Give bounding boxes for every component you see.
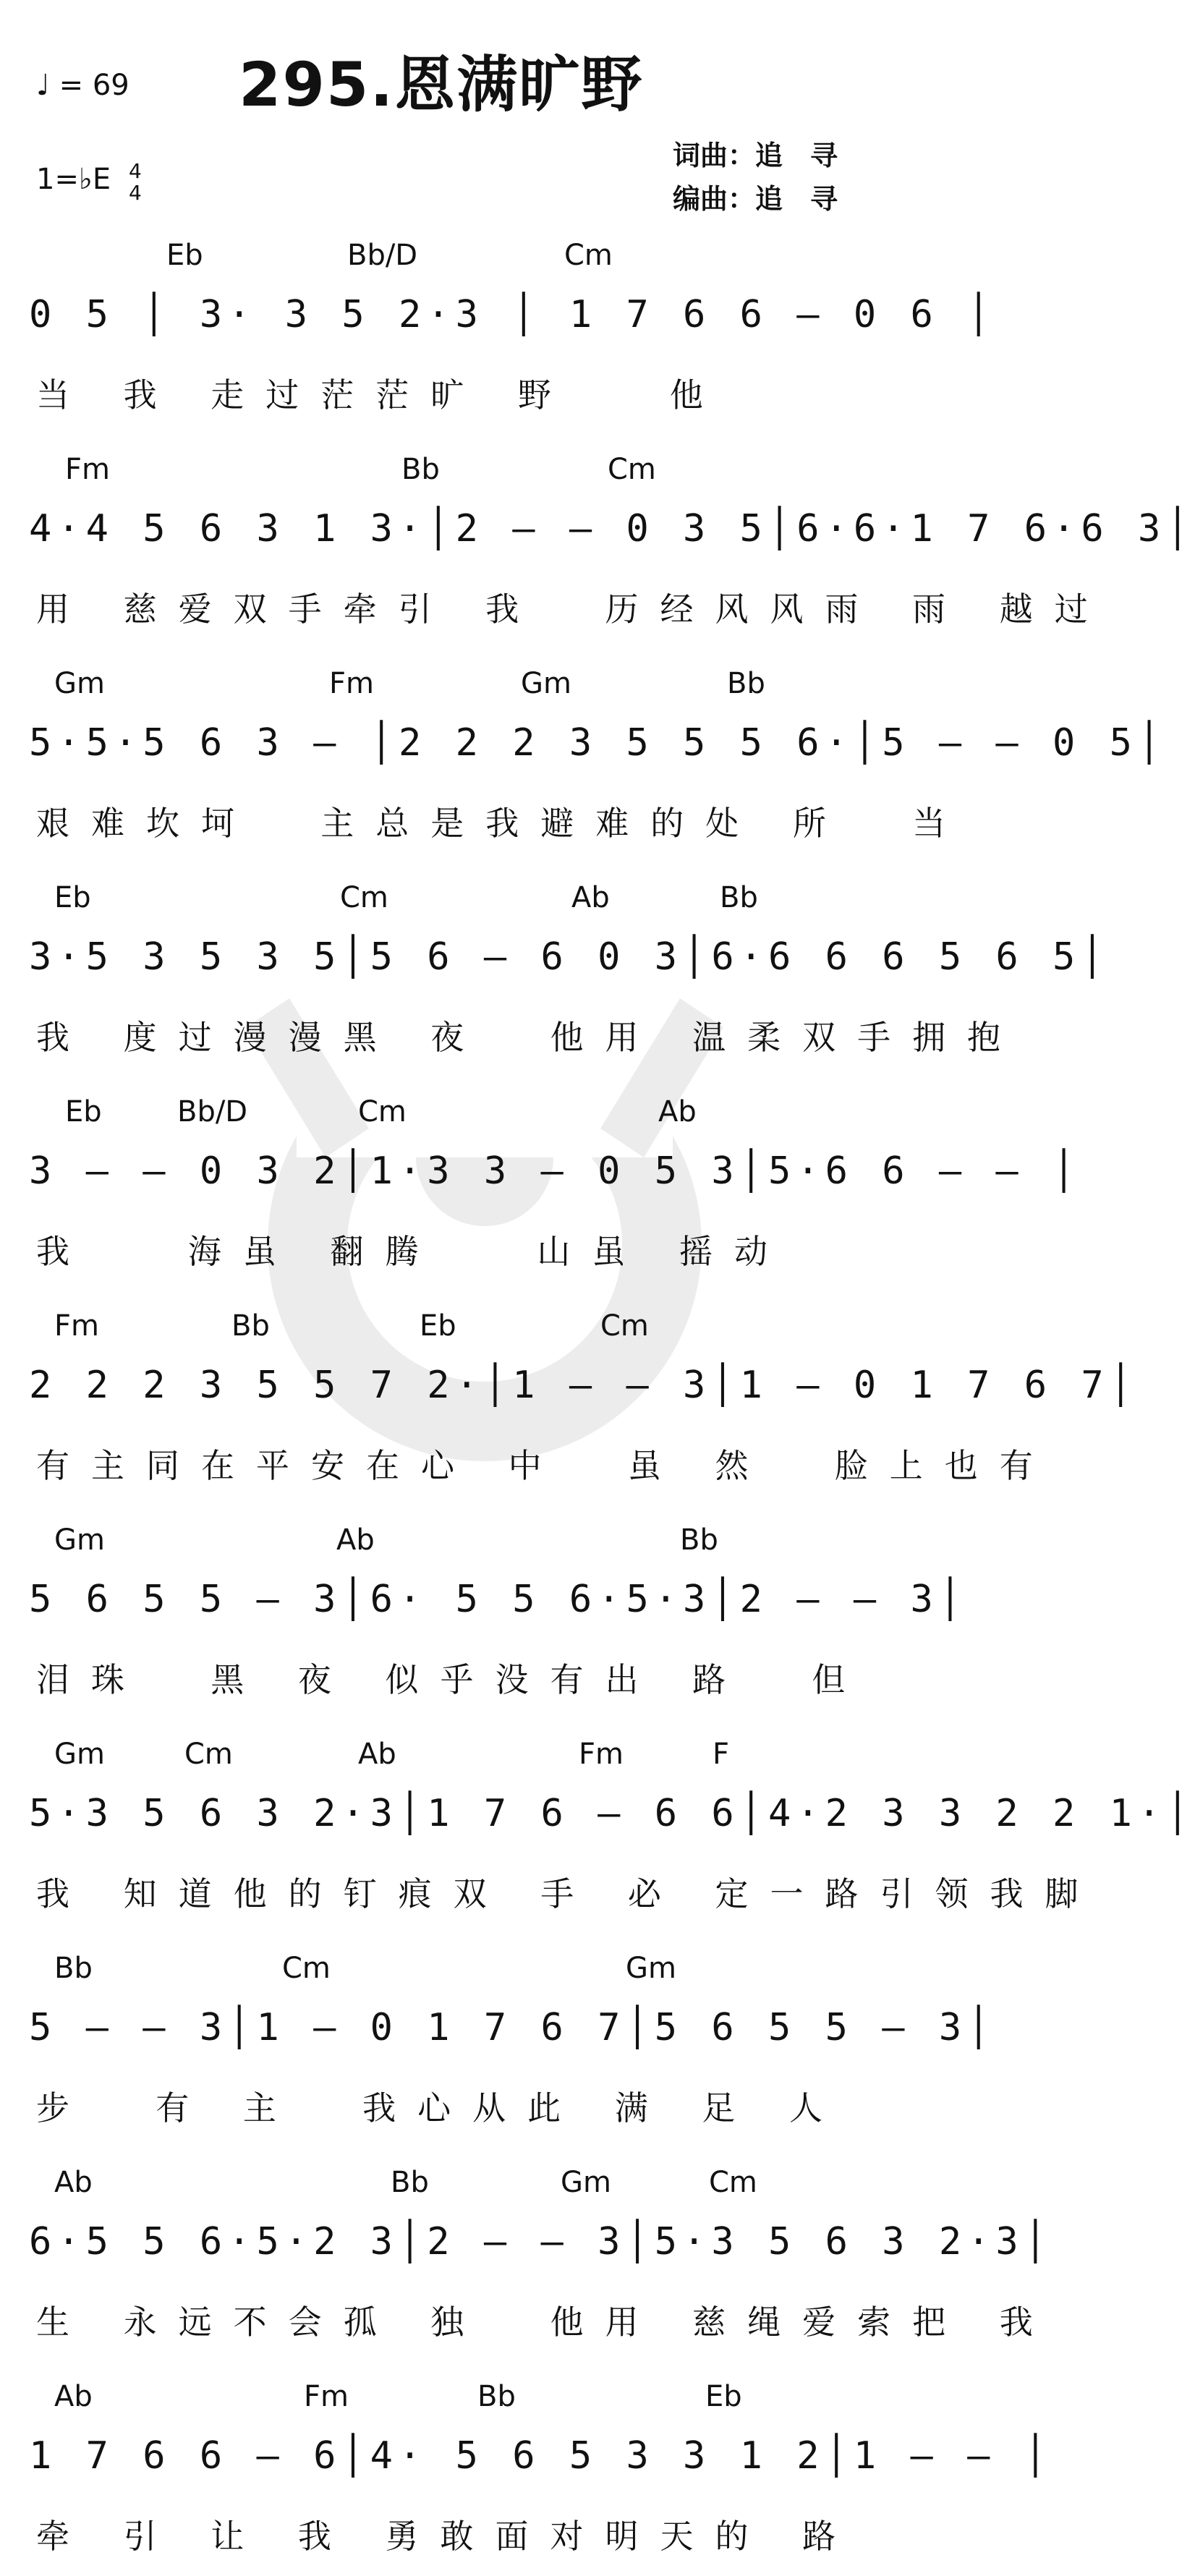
chord-symbol: Eb xyxy=(54,881,91,914)
chord-line xyxy=(40,1952,908,1988)
notation-line: 0 5 │ 3· 3 5 2·3 │ 1 7 6 6 ― 0 6 │ xyxy=(29,293,996,336)
score-body xyxy=(0,217,1195,2572)
chord-line xyxy=(40,2380,908,2416)
chord-symbol: Cm xyxy=(358,1095,407,1128)
chord-symbol: Cm xyxy=(340,881,388,914)
chord-symbol: Ab xyxy=(658,1095,697,1128)
notation-line: 2 2 2 3 5 5 7 2·│1 ― ― 3│1 ― 0 1 7 6 7│ xyxy=(29,1364,1138,1407)
chord-symbol: Bb xyxy=(727,667,765,700)
chord-line xyxy=(40,667,908,703)
score-line xyxy=(0,1502,968,1716)
notation-line: 5·3 5 6 3 2·3│1 7 6 ― 6 6│4·2 3 3 2 2 1·│ xyxy=(29,1792,1195,1835)
lyric-line: 我 知道他的钉痕双 手 必 定一路引领我脚 xyxy=(36,1874,1100,1913)
chord-line xyxy=(40,2166,908,2202)
song-title: 295.恩满旷野 xyxy=(239,49,644,120)
score-line xyxy=(0,431,1195,645)
chord-symbol: Ab xyxy=(358,1738,396,1771)
arranger-credit: 编曲：追 寻 xyxy=(673,183,838,215)
score-line xyxy=(0,859,1110,1074)
lyric-line: 牵 引 让 我 勇敢面对明天的 路 xyxy=(36,2517,858,2556)
chord-symbol: Eb xyxy=(705,2380,742,2413)
chord-symbol: Bb xyxy=(477,2380,516,2413)
chord-symbol: Bb xyxy=(720,881,758,914)
chord-symbol: Cm xyxy=(608,453,656,486)
notation-line: 3 ― ― 0 3 2│1·3 3 ― 0 5 3│5·6 6 ― ― │ xyxy=(29,1149,1081,1193)
chord-symbol: Ab xyxy=(571,881,610,914)
chord-symbol: Gm xyxy=(54,1523,105,1557)
chord-line xyxy=(40,239,908,275)
chord-symbol: Cm xyxy=(600,1309,649,1343)
notation-line: 6·5 5 6·5·2 3│2 ― ― 3│5·3 5 6 3 2·3│ xyxy=(29,2220,1053,2263)
score-line xyxy=(0,1930,996,2144)
notation-line: 5 6 5 5 ― 3│6· 5 5 6·5·3│2 ― ― 3│ xyxy=(29,1578,968,1621)
chord-symbol: F xyxy=(713,1738,730,1771)
key-signature: 1=♭E xyxy=(36,163,111,196)
lyric-line: 艰难坎坷 主总是我避难的处 所 当 xyxy=(36,804,968,843)
chord-line xyxy=(40,1523,908,1560)
chord-line xyxy=(40,1095,908,1131)
credits xyxy=(673,134,838,221)
lyric-line: 我 度过漫漫黑 夜 他用 温柔双手拥抱 xyxy=(36,1018,1023,1057)
chord-symbol: Ab xyxy=(54,2380,93,2413)
lyric-line: 用 慈爱双手牵引 我 历经风风雨 雨 越过 xyxy=(36,590,1110,629)
notation-line: 3·5 3 5 3 5│5 6 ― 6 0 3│6·6 6 6 5 6 5│ xyxy=(29,935,1110,979)
chord-symbol: Gm xyxy=(561,2166,611,2199)
chord-symbol: Gm xyxy=(626,1952,676,1985)
chord-symbol: Bb xyxy=(54,1952,93,1985)
time-signature-top: 4 xyxy=(129,159,142,183)
tempo-marking: ♩ = 69 xyxy=(36,69,129,102)
chord-symbol: Eb xyxy=(65,1095,102,1128)
notation-line: 5 ― ― 3│1 ― 0 1 7 6 7│5 6 5 5 ― 3│ xyxy=(29,2006,996,2049)
lyric-line: 生 永远不会孤 独 他用 慈绳爱索把 我 xyxy=(36,2303,1055,2342)
chord-symbol: Bb/D xyxy=(177,1095,248,1128)
lyricist-credit: 词曲：追 寻 xyxy=(673,140,838,171)
chord-symbol: Eb xyxy=(420,1309,456,1343)
lyric-line: 泪珠 黑 夜 似乎没有出 路 但 xyxy=(36,1660,867,1699)
score-line xyxy=(0,1074,1081,1288)
chord-line xyxy=(40,881,908,917)
chord-symbol: Cm xyxy=(184,1738,233,1771)
time-signature-bottom: 4 xyxy=(129,181,142,205)
chord-symbol: Fm xyxy=(579,1738,624,1771)
notation-line: 5·5·5 6 3 ― │2 2 2 3 5 5 5 6·│5 ― ― 0 5│ xyxy=(29,721,1167,765)
score-line xyxy=(0,2358,1053,2572)
chord-symbol: Bb/D xyxy=(347,239,418,272)
chord-symbol: Cm xyxy=(709,2166,757,2199)
chord-symbol: Bb xyxy=(231,1309,270,1343)
score-line xyxy=(0,217,996,431)
score-line xyxy=(0,645,1167,859)
time-signature xyxy=(129,161,142,204)
lyric-line: 当 我 走过茫茫旷 野 他 xyxy=(36,375,725,415)
chord-symbol: Fm xyxy=(304,2380,349,2413)
chord-symbol: Gm xyxy=(54,1738,105,1771)
chord-symbol: Cm xyxy=(564,239,613,272)
notation-line: 4·4 5 6 3 1 3·│2 ― ― 0 3 5│6·6·1 7 6·6 3│ xyxy=(29,507,1195,551)
chord-symbol: Ab xyxy=(54,2166,93,2199)
lyric-line: 步 有 主 我心从此 满 足 人 xyxy=(36,2088,844,2127)
chord-symbol: Fm xyxy=(329,667,374,700)
score-line xyxy=(0,1716,1195,1930)
chord-symbol: Ab xyxy=(336,1523,375,1557)
lyric-line: 我 海虽 翻腾 山虽 摇动 xyxy=(36,1232,789,1271)
score-line xyxy=(0,2144,1055,2358)
chord-symbol: Bb xyxy=(680,1523,718,1557)
notation-line: 1 7 6 6 ― 6│4· 5 6 5 3 3 1 2│1 ― ― │ xyxy=(29,2434,1053,2478)
chord-symbol: Gm xyxy=(54,667,105,700)
lyric-line: 有主同在平安在心 中 虽 然 脸上也有 xyxy=(36,1446,1055,1485)
score-header xyxy=(0,0,940,217)
chord-line xyxy=(40,453,908,489)
chord-symbol: Cm xyxy=(282,1952,331,1985)
chord-symbol: Bb xyxy=(401,453,440,486)
chord-symbol: Eb xyxy=(166,239,203,272)
score-line xyxy=(0,1288,1138,1502)
chord-line xyxy=(40,1309,908,1346)
chord-symbol: Fm xyxy=(54,1309,99,1343)
chord-symbol: Bb xyxy=(391,2166,429,2199)
chord-line xyxy=(40,1738,908,1774)
chord-symbol: Gm xyxy=(521,667,571,700)
chord-symbol: Fm xyxy=(65,453,110,486)
